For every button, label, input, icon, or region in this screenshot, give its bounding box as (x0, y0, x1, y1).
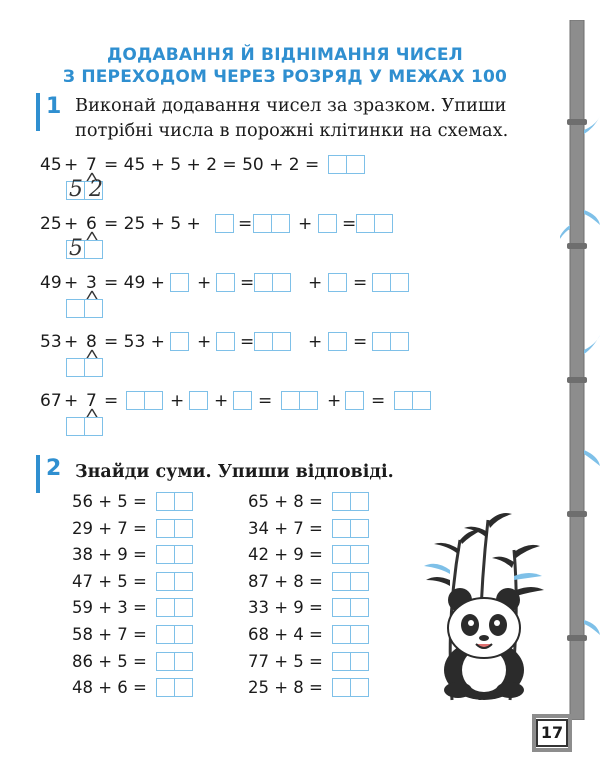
answer-cell[interactable] (372, 332, 391, 351)
split-value-1: 5 (69, 177, 83, 202)
split-cell[interactable] (66, 299, 85, 318)
sum-expression: 86 + 5 = (72, 651, 147, 671)
sum-expression: 42 + 9 = (248, 545, 323, 565)
answer-cell[interactable] (332, 492, 351, 511)
sum-expression: 56 + 5 = (72, 492, 147, 511)
answer-cell[interactable] (174, 492, 193, 511)
answer-cell[interactable] (156, 678, 175, 697)
task-marker-bar (36, 93, 40, 131)
sum-expression: 25 + 8 = (248, 678, 323, 698)
sum-row (72, 676, 202, 700)
row-1-expression: = 45 + 5 + 2 = 50 + 2 = (104, 155, 320, 175)
answer-cell[interactable] (174, 678, 193, 697)
sum-expression: 58 + 7 = (72, 625, 147, 644)
answer-cell[interactable] (350, 625, 369, 644)
sum-row (248, 596, 378, 620)
answer-cell[interactable] (174, 545, 193, 564)
sum-row (72, 543, 202, 567)
sum-expression: 48 + 6 = (72, 678, 147, 698)
task-2-left-column (72, 490, 202, 710)
answer-cell[interactable] (350, 519, 369, 538)
task-marker-bar (36, 455, 40, 493)
answer-cell[interactable] (350, 545, 369, 564)
answer-cell[interactable] (254, 273, 273, 292)
answer-cell[interactable] (170, 273, 189, 292)
page-subtitle: З ПЕРЕХОДОМ ЧЕРЕЗ РОЗРЯД У МЕЖАХ 100 (62, 67, 508, 87)
answer-cell[interactable] (174, 519, 193, 538)
answer-cell[interactable] (216, 273, 235, 292)
answer-cell[interactable] (345, 391, 364, 410)
answer-cell[interactable] (394, 391, 413, 410)
answer-cell[interactable] (356, 214, 375, 233)
split-value-2: 2 (89, 177, 103, 202)
split-cell[interactable] (66, 358, 85, 377)
answer-cell[interactable] (156, 652, 175, 671)
answer-cell[interactable] (126, 391, 145, 410)
page-title: ДОДАВАННЯ Й ВІДНІМАННЯ ЧИСЕЛ (107, 45, 463, 65)
task-1-row-2: 25 + 6 = 25 + 5 + = + = (40, 212, 420, 236)
page-number-frame (526, 712, 578, 754)
sum-expression: 34 + 7 = (248, 518, 323, 538)
split-value-1: 5 (69, 236, 83, 261)
answer-cell[interactable] (233, 391, 252, 410)
answer-cell[interactable] (170, 332, 189, 351)
task-1-row-3: 49 + 3 = 49 + + = + = (40, 271, 420, 295)
answer-cell[interactable] (332, 652, 351, 671)
answer-cell[interactable] (332, 625, 351, 644)
sum-row (248, 490, 378, 514)
answer-cell[interactable] (332, 519, 351, 538)
answer-cell[interactable] (350, 572, 369, 591)
split-cell[interactable] (84, 358, 103, 377)
split-cell[interactable] (84, 299, 103, 318)
split-cell[interactable] (66, 417, 85, 436)
task-1-row-5: 67 + 7 = + + = + = (40, 389, 440, 413)
sum-row (72, 517, 202, 541)
answer-cell[interactable] (272, 273, 291, 292)
sum-row (248, 623, 378, 647)
task-2-number: 2 (46, 456, 62, 481)
answer-cell[interactable] (174, 652, 193, 671)
sum-row (72, 490, 202, 514)
answer-cell[interactable] (156, 598, 175, 617)
sum-expression: 38 + 9 = (72, 545, 147, 565)
sum-row (248, 543, 378, 567)
answer-cell[interactable] (174, 572, 193, 591)
answer-cell[interactable] (372, 273, 391, 292)
sum-expression: 65 + 8 = (248, 492, 323, 511)
split-cell[interactable] (84, 417, 103, 436)
answer-cell[interactable] (156, 625, 175, 644)
sum-expression: 77 + 5 = (248, 651, 323, 671)
answer-cell[interactable] (332, 678, 351, 697)
sum-row (72, 623, 202, 647)
row-1-first-addend: 45 (40, 155, 62, 175)
sum-row (248, 570, 378, 594)
split-cell[interactable] (84, 240, 103, 259)
answer-cell[interactable] (216, 332, 235, 351)
answer-cell[interactable] (412, 391, 431, 410)
answer-cell[interactable] (328, 155, 347, 174)
answer-cell[interactable] (215, 214, 234, 233)
page-number: 17 (536, 719, 568, 747)
answer-cell[interactable] (332, 598, 351, 617)
answer-cell[interactable] (390, 332, 409, 351)
answer-cell[interactable] (156, 545, 175, 564)
answer-cell[interactable] (374, 214, 393, 233)
answer-cell[interactable] (328, 332, 347, 351)
sum-expression: 68 + 4 = (248, 625, 323, 644)
panda-icon (410, 510, 560, 705)
answer-cell[interactable] (350, 492, 369, 511)
answer-cell[interactable] (156, 519, 175, 538)
sum-row (72, 570, 202, 594)
task-1-row-1: 45 + 7 = 45 + 5 + 2 = 50 + 2 = (40, 153, 380, 177)
task-1-instruction-line-2: потрібні числа в порожні клітинки на схемах. (75, 120, 509, 141)
answer-cell[interactable] (350, 678, 369, 697)
answer-cell[interactable] (144, 391, 163, 410)
bamboo-decoration (560, 20, 600, 720)
task-2-instruction: Знайди суми. Упиши відповіді. (75, 462, 394, 482)
task-1-row-4: 53 + 8 = 53 + + = + = (40, 330, 420, 354)
answer-cell[interactable] (174, 625, 193, 644)
answer-cell[interactable] (346, 155, 365, 174)
answer-cell[interactable] (189, 391, 208, 410)
sum-expression: 59 + 3 = (72, 598, 147, 618)
answer-cell[interactable] (272, 332, 291, 351)
answer-cell[interactable] (328, 273, 347, 292)
task-1-instruction-line-1: Виконай додавання чисел за зразком. Упиши (75, 95, 507, 116)
task-1-number: 1 (46, 94, 62, 119)
answer-cell[interactable] (281, 391, 300, 410)
sum-expression: 87 + 8 = (248, 571, 323, 591)
answer-cell[interactable] (390, 273, 409, 292)
answer-cell[interactable] (350, 598, 369, 617)
answer-cell[interactable] (318, 214, 337, 233)
answer-cell[interactable] (350, 652, 369, 671)
answer-cell[interactable] (174, 598, 193, 617)
answer-cell[interactable] (332, 545, 351, 564)
answer-cell[interactable] (254, 332, 273, 351)
sum-row (248, 676, 378, 700)
answer-cell[interactable] (271, 214, 290, 233)
sum-row (72, 596, 202, 620)
sum-expression: 29 + 7 = (72, 518, 147, 538)
sum-expression: 33 + 9 = (248, 598, 323, 618)
sum-row (248, 517, 378, 541)
sum-expression: 47 + 5 = (72, 571, 147, 591)
answer-cell[interactable] (299, 391, 318, 410)
sum-row (248, 650, 378, 674)
answer-cell[interactable] (253, 214, 272, 233)
row-1-second-addend: 7 (86, 155, 97, 175)
answer-cell[interactable] (156, 492, 175, 511)
task-2-right-column (248, 490, 378, 710)
sum-row (72, 650, 202, 674)
answer-cell[interactable] (332, 572, 351, 591)
answer-cell[interactable] (156, 572, 175, 591)
